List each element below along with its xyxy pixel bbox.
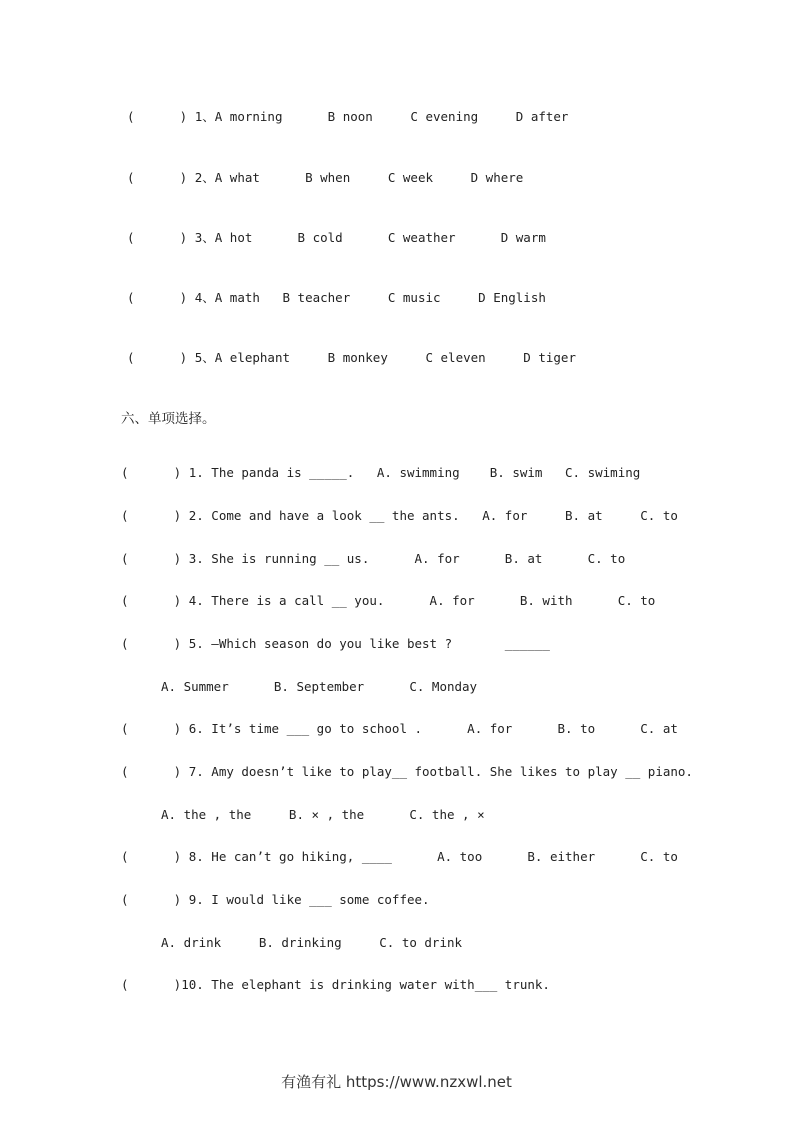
question-1: ( ) 1. The panda is _____. A. swimming B. swim C. swiming bbox=[121, 465, 641, 480]
question-8: ( ) 8. He can’t go hiking, ____ A. too B. either C. to bbox=[121, 849, 678, 864]
section5-item-3: ( ) 3、A hot B cold C weather D warm bbox=[127, 230, 546, 245]
section5-item-4: ( ) 4、A math B teacher C music D English bbox=[127, 290, 546, 305]
footer-watermark: 有渔有礼 https://www.nzxwl.net bbox=[281, 1073, 512, 1091]
question-7: ( ) 7. Amy doesn’t like to play__ football. She likes to play __ piano. bbox=[121, 764, 693, 779]
question-4: ( ) 4. There is a call __ you. A. for B. with C. to bbox=[121, 593, 656, 608]
question-6: ( ) 6. It’s time ___ go to school . A. for B. to C. at bbox=[121, 721, 678, 736]
section5-item-2: ( ) 2、A what B when C week D where bbox=[127, 170, 524, 185]
question-7-options: A. the , the B. × , the C. the , × bbox=[161, 807, 485, 822]
question-10: ( )10. The elephant is drinking water with___ trunk. bbox=[121, 977, 550, 992]
question-9: ( ) 9. I would like ___ some coffee. bbox=[121, 892, 430, 907]
question-9-options: A. drink B. drinking C. to drink bbox=[161, 935, 463, 950]
section5-item-1: ( ) 1、A morning B noon C evening D after bbox=[127, 109, 569, 124]
question-3: ( ) 3. She is running __ us. A. for B. at C. to bbox=[121, 551, 626, 566]
section6-heading: 六、单项选择。 bbox=[121, 411, 216, 427]
section5-item-5: ( ) 5、A elephant B monkey C eleven D tiger bbox=[127, 350, 576, 365]
question-2: ( ) 2. Come and have a look __ the ants. A. for B. at C. to bbox=[121, 508, 678, 523]
question-5-options: A. Summer B. September C. Monday bbox=[161, 679, 478, 694]
question-5: ( ) 5. —Which season do you like best ? ______ bbox=[121, 636, 550, 651]
